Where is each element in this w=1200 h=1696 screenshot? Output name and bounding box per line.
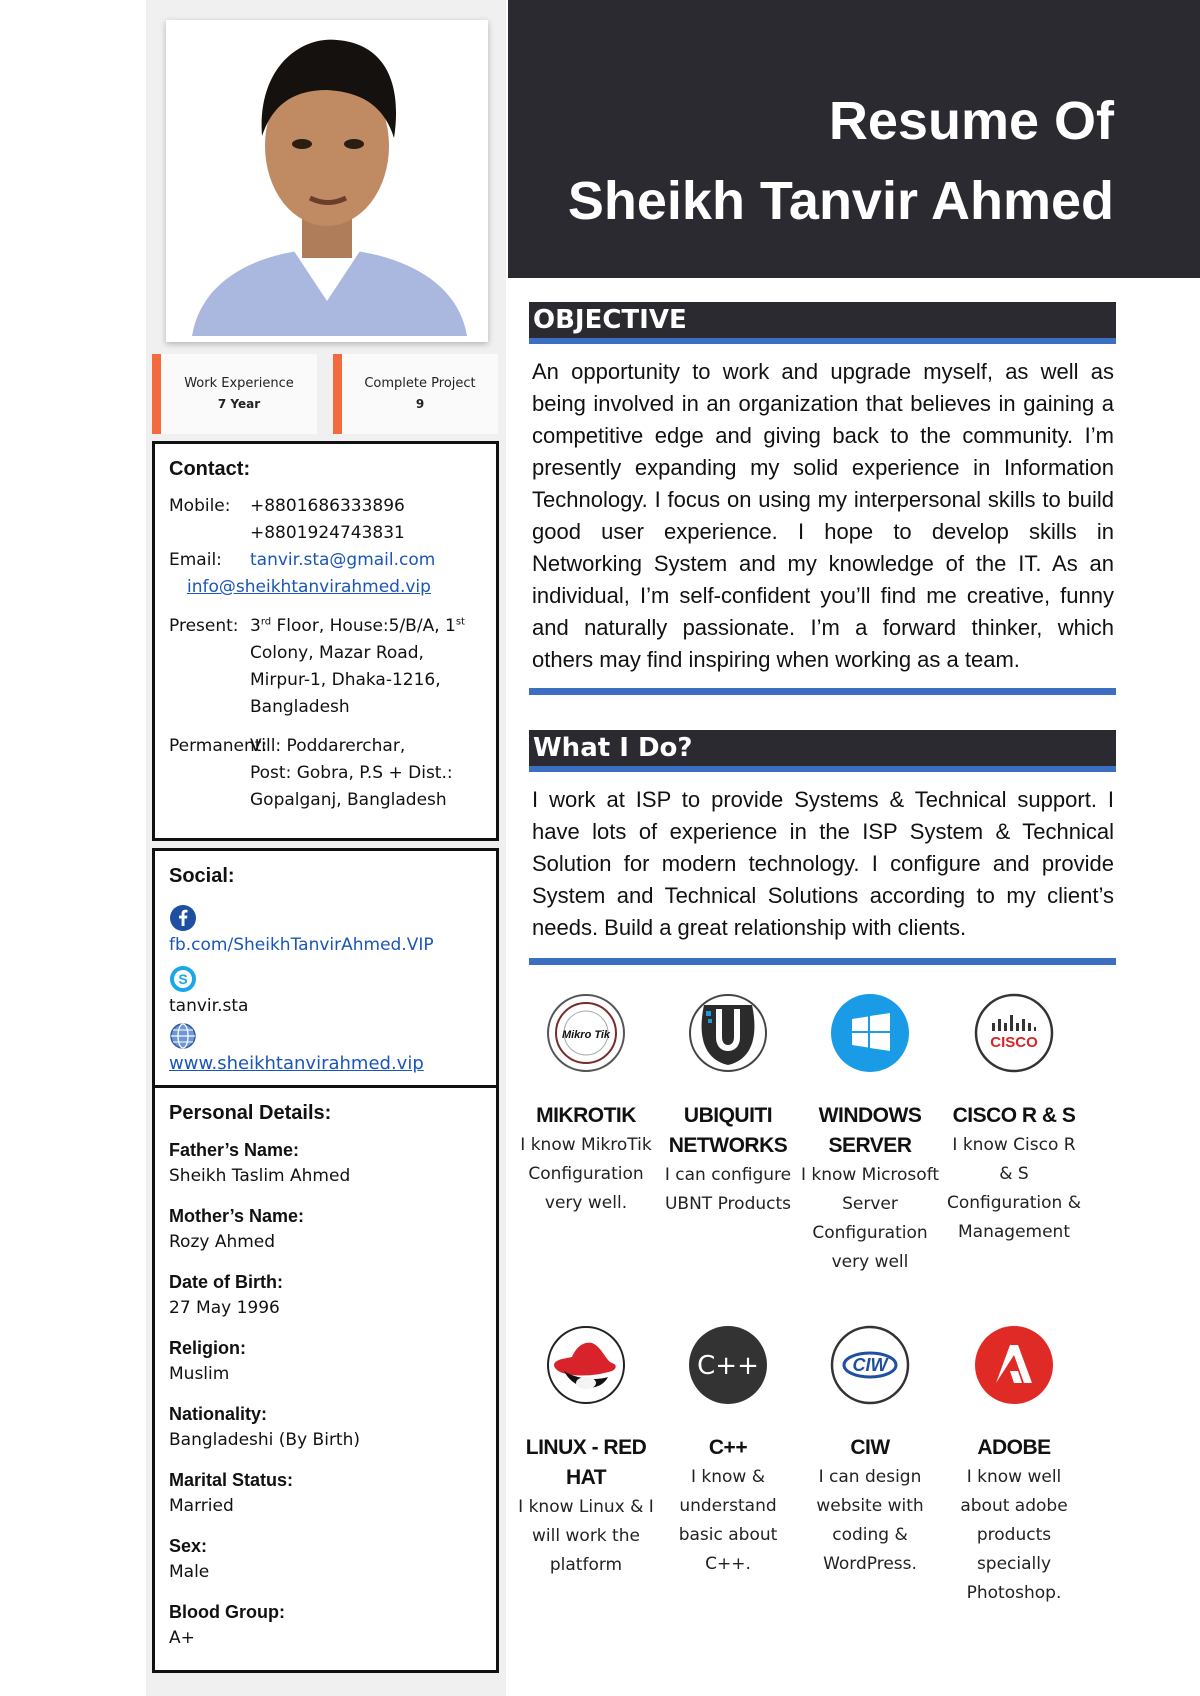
stat-complete-project [333,354,498,434]
skill-cisco [944,993,1084,1247]
resume-header [508,0,1200,278]
objective-title: OBJECTIVE [529,302,1116,344]
skill-description: I know Cisco R & S Configuration & Management [947,1135,1081,1242]
skill-description: I know well about adobe products specially Photoshop. [960,1467,1068,1603]
permanent-address-label: Permanent: [169,736,268,756]
header-line-1: Resume Of [828,91,1114,151]
social-box [152,848,499,1088]
contact-title: Contact: [169,458,251,480]
cpp-icon [688,1325,768,1405]
present-address-line-2: Colony, Mazar Road, [250,643,424,663]
personal-item: Nationality: Bangladeshi (By Birth) [169,1404,361,1450]
section-divider [529,688,1116,695]
skill-ciw [800,1325,940,1579]
personal-item: Father’s Name: Sheikh Taslim Ahmed [169,1140,351,1186]
present-address-line-1: 3rd Floor, House:5/B/A, 1st [250,616,465,636]
skill-name: LINUX - RED HAT [525,1436,647,1489]
email-link-1[interactable]: tanvir.sta@gmail.com [250,550,436,570]
facebook-icon [169,904,197,932]
personal-details-title: Personal Details: [169,1102,332,1124]
skill-description: I can configure UBNT Products [664,1165,792,1214]
skill-name: CISCO R & S [952,1104,1076,1127]
adobe-icon [974,1325,1054,1405]
svg-text:Mikro Tik: Mikro Tik [561,1029,611,1041]
skill-description: I know Microsoft Server Configuration very well [800,1165,940,1272]
personal-item: Date of Birth: 27 May 1996 [169,1272,283,1318]
skill-name: UBIQUITI NETWORKS [668,1104,788,1157]
svg-text:CISCO: CISCO [990,1034,1038,1051]
skill-linux-redhat [516,1325,656,1580]
stat-value: 7 Year [217,397,261,411]
contact-box [152,441,499,841]
present-address-line-4: Bangladesh [250,697,350,717]
email-link-2[interactable]: info@sheikhtanvirahmed.vip [187,577,431,597]
personal-details-box [152,1085,499,1673]
stat-label: Work Experience [184,376,294,391]
skill-description: I know Linux & I will work the platform [518,1497,654,1575]
profile-portrait-image [172,26,482,336]
skill-name: CIW [850,1436,890,1459]
svg-text:S: S [178,971,188,987]
skill-description: I know & understand basic about C++. [678,1467,778,1574]
personal-item: Sex: Male [169,1536,210,1582]
skill-description: I know MikroTik Configuration very well. [520,1135,652,1213]
stat-label: Complete Project [364,376,476,391]
personal-item: Religion: Muslim [169,1338,246,1384]
skill-name: WINDOWS SERVER [818,1104,922,1157]
section-divider [529,958,1116,965]
present-address-label: Present: [169,616,239,636]
profile-photo [166,20,488,342]
permanent-address-line-3: Gopalganj, Bangladesh [250,790,447,810]
cisco-icon [974,993,1054,1073]
mobile-label: Mobile: [169,496,231,516]
skype-icon [169,965,197,993]
mobile-number-1[interactable]: +8801686333896 [250,496,405,516]
stat-value: 9 [415,397,425,411]
header-name: Sheikh Tanvir Ahmed [567,171,1114,231]
stat-work-experience [152,354,317,434]
windows-icon [830,993,910,1073]
personal-item: Mother’s Name: Rozy Ahmed [169,1206,305,1252]
permanent-address-line-1: Vill: Poddarerchar, [250,736,406,756]
social-title: Social: [169,865,235,887]
mikrotik-icon [546,993,626,1073]
skill-ubiquiti [658,993,798,1219]
skill-name: MIKROTIK [536,1104,636,1127]
skill-description: I can design website with coding & WordPress. [816,1467,924,1574]
mobile-number-2[interactable]: +8801924743831 [250,523,405,543]
skill-cpp [658,1325,798,1579]
permanent-address-line-2: Post: Gobra, P.S + Dist.: [250,763,453,783]
ubiquiti-icon [688,993,768,1073]
ciw-icon [830,1325,910,1405]
facebook-link[interactable]: fb.com/SheikhTanvirAhmed.VIP [169,935,434,955]
svg-text:CIW: CIW [852,1355,888,1375]
personal-item: Blood Group: A+ [169,1602,285,1648]
skill-windows-server [800,993,940,1277]
objective-text: An opportunity to work and upgrade myself, as well as being involved in an organization that believes in gaining a competitive edge and giving back to the community. I’m presently expanding my solid experience in Information Technology. I focus on using my interpersonal skills to build good user experience. I hope to develop skills in Networking System and my knowledge of the IT. As an individual, I’m self-confident you’ll find me creative, funny and naturally passionate. I’m a forward thinker, which others may find inspiring when working as a team. [532,359,1114,672]
skill-name: ADOBE [977,1436,1051,1459]
what-i-do-text: I work at ISP to provide Systems & Technical support. I have lots of experience in the ISP System & Technical Solution for modern technology. I configure and provide System and Technical Solutions according to my client’s needs. Build a great relationship with clients. [532,787,1114,940]
globe-icon [169,1022,197,1050]
skill-mikrotik [516,993,656,1218]
skill-name: C++ [708,1436,748,1459]
svg-text:C++: C++ [697,1351,759,1381]
skype-id[interactable]: tanvir.sta [169,996,249,1016]
website-link[interactable]: www.sheikhtanvirahmed.vip [169,1053,424,1074]
what-i-do-title: What I Do? [529,730,1116,772]
personal-item: Marital Status: Married [169,1470,294,1516]
present-address-line-3: Mirpur-1, Dhaka-1216, [250,670,441,690]
skill-adobe [944,1325,1084,1608]
email-label: Email: [169,550,222,570]
redhat-icon [546,1325,626,1405]
